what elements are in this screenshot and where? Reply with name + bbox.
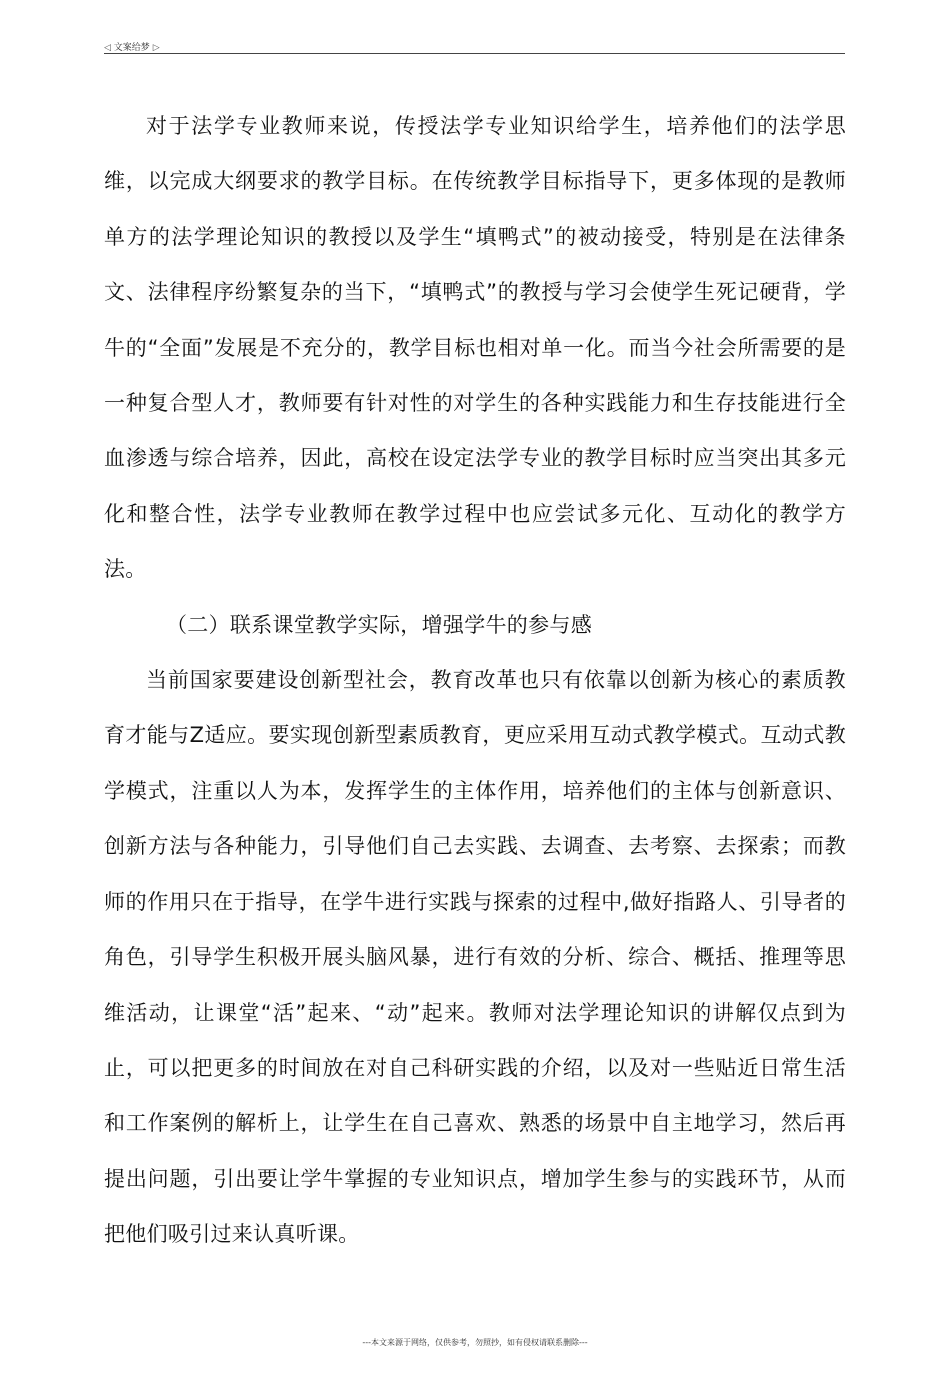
page-footer: ---本文来源于网络，仅供参考，勿照抄，如有侵权请联系删除--- [362,1338,588,1347]
right-triangle-icon: ▷ [152,43,160,53]
document-body [104,99,846,1263]
paragraph-2: 当前国家要建设创新型社会，教育改革也只有依靠以创新为核心的素质教育才能与Z适应。要实现创新型素质教育，更应采用互动式教学模式。互动式教学模式，注重以人为本，发挥学生的主体作用，培养他们的主体与创新意识、创新方法与各种能力，引导他们自己去实践、去调查、去考察、去探索；而教师的作用只在于指导，在学牛进行实践与探索的过程中,做好指路人、引导者的角色，引导学生积极开展头脑风暴，进行有效的分析、综合、概括、推理等思维活动，让课堂“活”起来、“动”起来。教师对法学理论知识的讲解仅点到为止，可以把更多的时间放在对自己科研实践的介绍，以及对一些贴近日常生活和工作案例的解析上，让学生在自己喜欢、熟悉的场景中自主地学习，然后再提出问题，引出要让学牛掌握的专业知识点，增加学生参与的实践环节，从而把他们吸引过来认真听课。 [104,668,846,1247]
header-title: 文案给梦 [113,43,150,53]
header-divider [104,53,845,54]
section-heading: （二）联系课堂教学实际，增强学牛的参与感 [166,612,592,637]
page-header [104,40,160,53]
paragraph-1: 对于法学专业教师来说，传授法学专业知识给学生，培养他们的法学思维，以完成大纲要求的教学目标。在传统教学目标指导下，更多体现的是教师单方的法学理论知识的教授以及学生“填鸭式”的被动接受，特别是在法律条文、法律程序纷繁复杂的当下，“填鸭式”的教授与学习会使学生死记硬背，学牛的“全面”发展是不充分的，教学目标也相对单一化。而当今社会所需要的是一种复合型人才，教师要有针对性的对学生的各种实践能力和生存技能进行全血渗透与综合培养，因此，高校在设定法学专业的教学目标时应当突出其多元化和整合性，法学专业教师在教学过程中也应尝试多元化、互动化的教学方法。 [104,114,846,582]
left-triangle-icon: ◁ [104,43,111,53]
